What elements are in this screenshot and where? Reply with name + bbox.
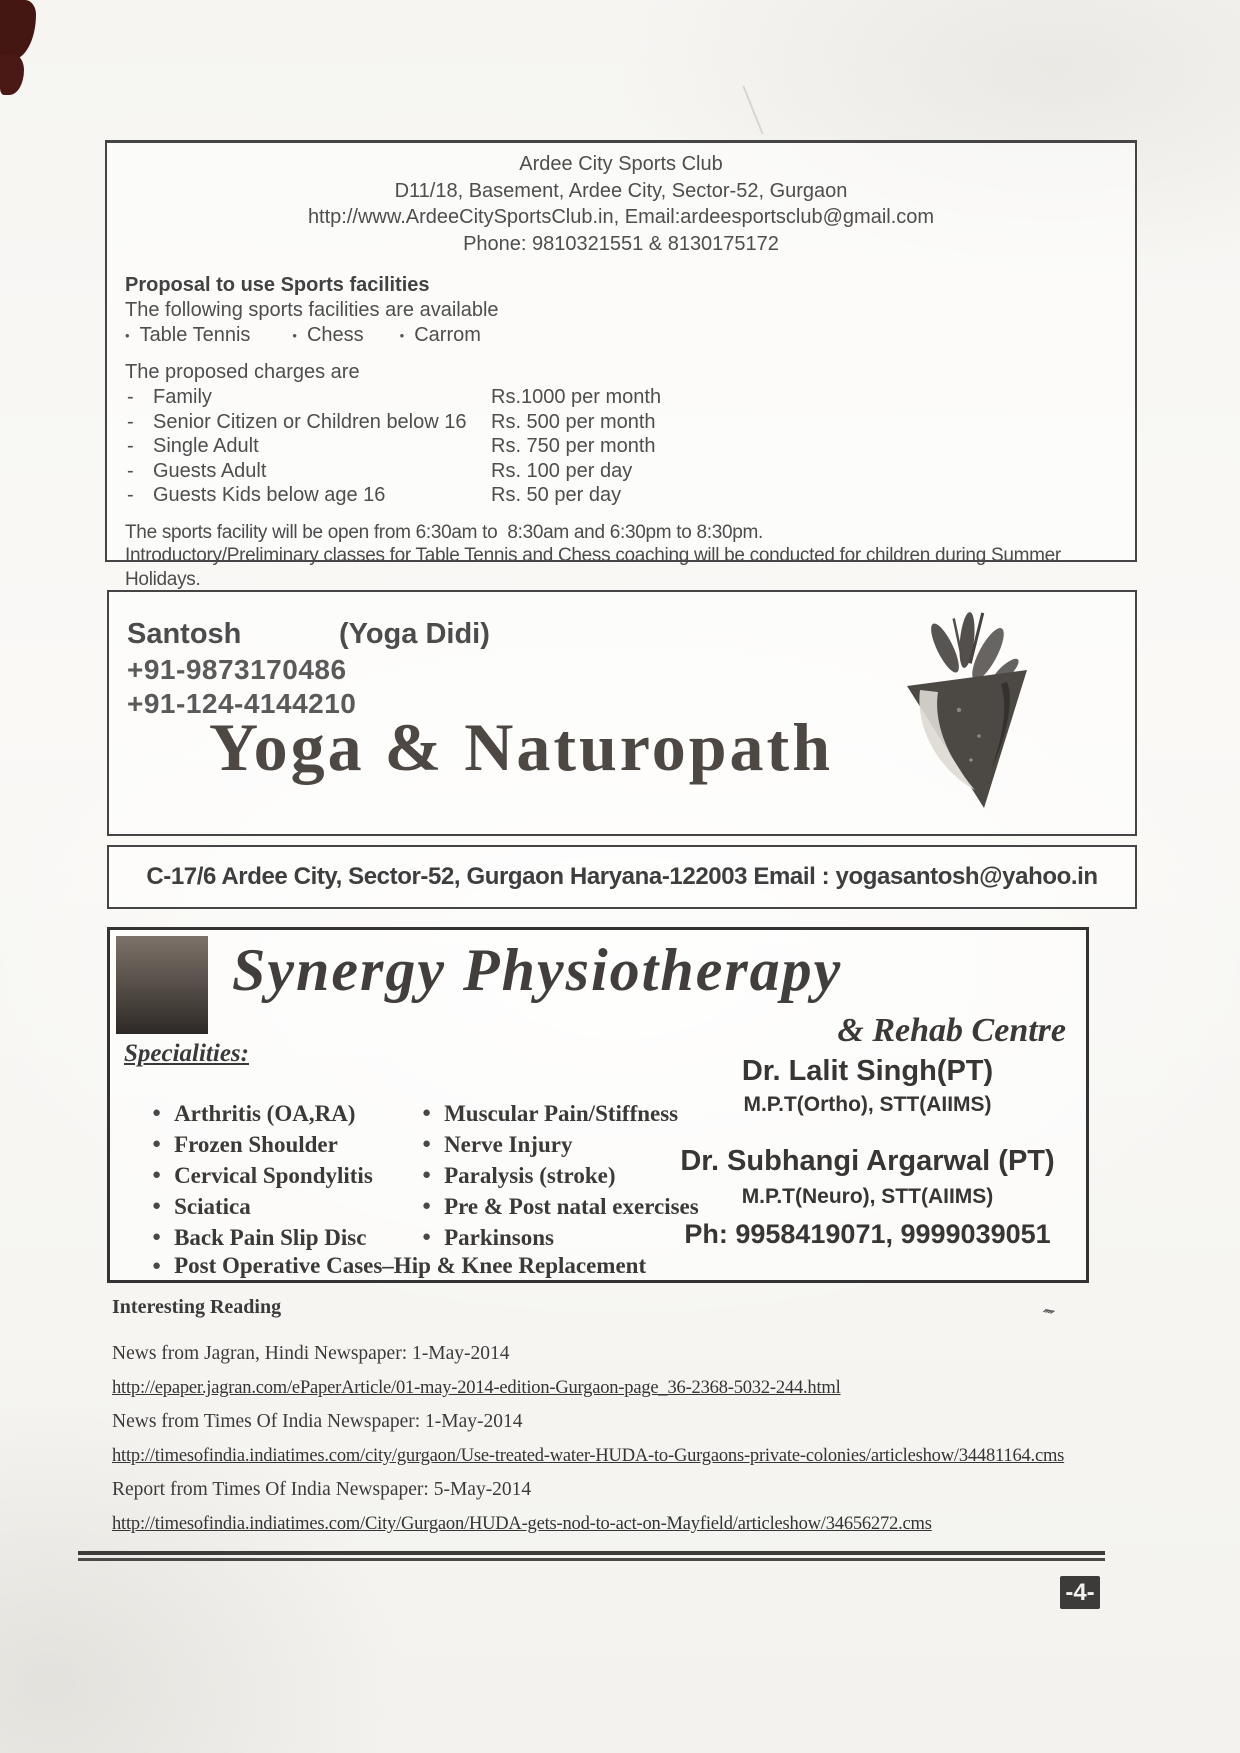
charge-row (125, 410, 1117, 435)
facilities-intro: The following sports facilities are available (125, 299, 499, 321)
doctor-1-name: Dr. Lalit Singh(PT) (741, 1055, 994, 1087)
speciality-item (152, 1098, 373, 1129)
charge-label: Single Adult (153, 435, 259, 457)
charge-label: Senior Citizen or Children below 16 (153, 410, 467, 433)
reading-item-label: Report from Times Of India Newspaper: 5-May-2014 (112, 1479, 532, 1500)
doctors-block (655, 1054, 1080, 1250)
speciality-item (152, 1222, 373, 1253)
charge-row (125, 459, 1117, 484)
sports-club-name: Ardee City Sports Club (519, 153, 723, 175)
speciality-label: Nerve Injury (444, 1131, 573, 1157)
yoga-address: C-17/6 Ardee City, Sector-52, Gurgaon Haryana-122003 Email : yogasantosh@yahoo.in (146, 863, 1098, 890)
mortar-pestle-image (887, 610, 1047, 815)
bullet-icon: ● (422, 1136, 432, 1152)
yoga-address-bar (107, 845, 1137, 909)
bullet-icon: ● (422, 1167, 432, 1183)
proposal-title: Proposal to use Sports facilities (125, 274, 430, 296)
speciality-label: Arthritis (OA,RA) (174, 1100, 356, 1126)
sports-club-web-email: http://www.ArdeeCitySportsClub.in, Email:ardeesportsclub@gmail.com (307, 206, 935, 228)
reading-item-link[interactable]: http://timesofindia.indiatimes.com/city/gurgaon/Use-treated-water-HUDA-to-Gurgaons-private-colonies/articleshow/34481164.cms (112, 1446, 1065, 1466)
synergy-title: Synergy Physiotherapy (232, 937, 843, 1003)
reading-heading: Interesting Reading (112, 1296, 282, 1318)
yoga-title: Yoga & Naturopath (209, 709, 834, 785)
charges-intro: The proposed charges are (125, 361, 360, 383)
classes-note: Introductory/Preliminary classes for Table Tennis and Chess coaching will be conducted for children during Summer Holidays. (125, 545, 1061, 590)
speciality-label: Sciatica (174, 1193, 251, 1219)
charge-value: Rs. 50 per day (491, 484, 622, 506)
bullet-icon: • (292, 328, 297, 343)
bullet-icon: ● (152, 1136, 162, 1152)
specialities-column-1 (152, 1098, 373, 1253)
sports-club-address: D11/18, Basement, Ardee City, Sector-52, Gurgaon (394, 179, 848, 202)
speciality-item (152, 1191, 373, 1222)
yoga-contact-name: Santosh (127, 618, 242, 650)
synergy-logo (116, 936, 208, 1034)
yoga-naturopath-ad (107, 590, 1137, 836)
bullet-icon: ● (152, 1105, 162, 1121)
reading-item-link[interactable]: http://epaper.jagran.com/ePaperArticle/01-may-2014-edition-Gurgaon-page_36-2368-5032-244.html (112, 1378, 841, 1398)
scan-stain-artifact (0, 0, 36, 60)
scan-crease-artifact (742, 86, 763, 135)
doctor-1-qualification: M.P.T(Ortho), STT(AIIMS) (743, 1093, 992, 1116)
synergy-subtitle: & Rehab Centre (837, 1012, 1066, 1049)
scan-stain-artifact (0, 55, 24, 95)
reading-item-label: News from Jagran, Hindi Newspaper: 1-May-2014 (112, 1343, 510, 1364)
dash-bullet: - (127, 459, 134, 482)
bullet-icon: ● (152, 1167, 162, 1183)
synergy-phone: Ph: 9958419071, 9999039051 (684, 1219, 1051, 1249)
dash-bullet: - (127, 484, 134, 506)
charge-row (125, 434, 1117, 459)
sports-club-phone: Phone: 9810321551 & 8130175172 (463, 232, 779, 255)
bullet-icon: ● (152, 1257, 162, 1274)
facility-label: Chess (306, 324, 364, 346)
charge-value: Rs. 750 per month (491, 435, 656, 457)
facility-item (292, 323, 363, 348)
bullet-icon: ● (422, 1229, 432, 1245)
bullet-icon: • (125, 328, 130, 343)
speciality-item (152, 1129, 373, 1160)
facility-label: Table Tennis (139, 324, 251, 346)
bullet-icon: ● (422, 1105, 432, 1121)
speciality-label: Frozen Shoulder (174, 1131, 338, 1157)
speciality-label: Pre & Post natal exercises (444, 1193, 699, 1219)
sports-club-notice (105, 140, 1137, 590)
scan-pen-mark: ⁗ (1038, 1307, 1053, 1326)
bullet-icon: • (399, 328, 405, 343)
charge-value: Rs.1000 per month (491, 386, 662, 408)
speciality-label: Back Pain Slip Disc (174, 1224, 367, 1250)
speciality-label: Post Operative Cases–Hip & Knee Replacement (174, 1253, 647, 1278)
charge-label: Guests Kids below age 16 (153, 484, 386, 506)
page-number-badge: -4- (1060, 1576, 1100, 1609)
bullet-icon: ● (152, 1198, 162, 1214)
synergy-physiotherapy-ad (107, 927, 1089, 1283)
speciality-label: Cervical Spondylitis (174, 1162, 373, 1188)
hours-note: The sports facility will be open from 6:30am to 8:30am and 6:30pm to 8:30pm. (125, 521, 764, 543)
bullet-icon: ● (152, 1229, 162, 1245)
yoga-phone-1: +91-9873170486 (127, 654, 347, 685)
reading-item-link[interactable]: http://timesofindia.indiatimes.com/City/Gurgaon/HUDA-gets-nod-to-act-on-Mayfield/articleshow/34656272.cms (112, 1514, 932, 1534)
facilities-list (125, 323, 1117, 348)
reading-item-label: News from Times Of India Newspaper: 1-May-2014 (112, 1411, 523, 1432)
yoga-contact-alias: (Yoga Didi) (339, 618, 490, 650)
interesting-reading-section (112, 1296, 1122, 1547)
speciality-label: Parkinsons (444, 1224, 554, 1250)
charge-label: Family (153, 386, 212, 408)
bullet-icon: ● (422, 1198, 432, 1214)
sports-club-header (125, 151, 1117, 257)
speciality-label: Paralysis (stroke) (444, 1162, 616, 1188)
charge-value: Rs. 500 per month (491, 410, 656, 433)
doctor-2-name: Dr. Subhangi Argarwal (PT) (680, 1145, 1055, 1177)
speciality-item (152, 1160, 373, 1191)
charge-label: Guests Adult (153, 459, 267, 482)
bottom-divider (78, 1551, 1105, 1561)
doctor-2-qualification: M.P.T(Neuro), STT(AIIMS) (741, 1185, 994, 1208)
yoga-phone-2: +91-124-4144210 (127, 688, 357, 719)
speciality-item-full (152, 1253, 646, 1279)
facility-label: Carrom (414, 324, 481, 346)
hours-note-block (125, 521, 1117, 592)
specialities-label: Specialities: (124, 1040, 249, 1067)
speciality-label: Muscular Pain/Stiffness (444, 1100, 679, 1126)
dash-bullet: - (127, 386, 134, 408)
charge-row (125, 385, 1117, 410)
charge-row (125, 483, 1117, 508)
yoga-contact-name-row (127, 618, 490, 651)
charge-value: Rs. 100 per day (491, 459, 633, 482)
dash-bullet: - (127, 435, 134, 457)
dash-bullet: - (127, 410, 134, 433)
facility-item (125, 323, 250, 348)
facility-item (400, 323, 481, 348)
